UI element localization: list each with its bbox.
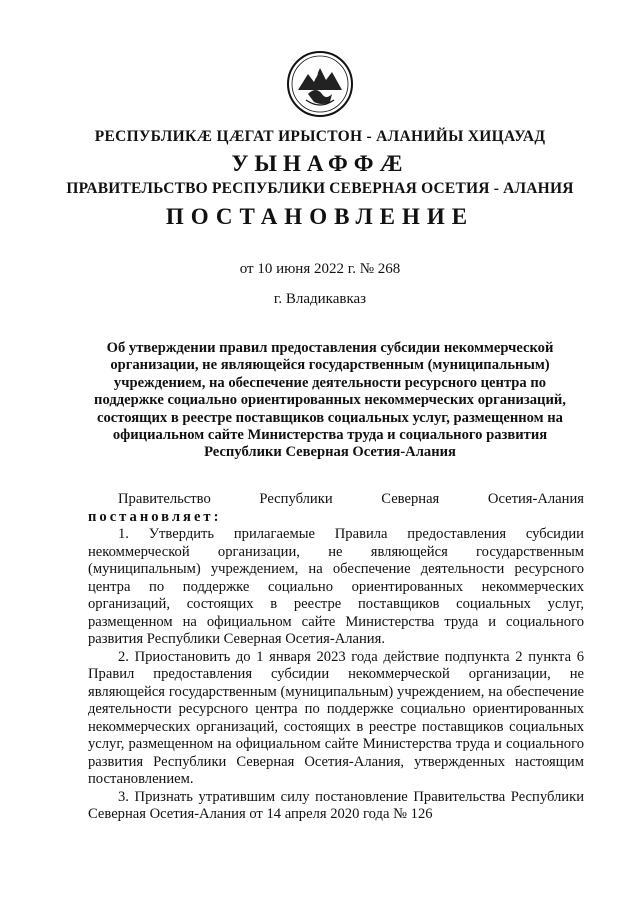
document-body	[88, 491, 584, 824]
header-ossetian-line: РЕСПУБЛИКӔ ЦӔГАТ ИРЫСТОН - АЛАНИЙЫ ХИЦАУАД	[94, 128, 546, 145]
header-russian-doc-type: ПОСТАНОВЛЕНИЕ	[165, 204, 475, 229]
header-ossetian-doc-type: УЫНАФФӔ	[231, 151, 409, 176]
document-place: г. Владикавказ	[273, 291, 367, 307]
body-paragraph-1: 1. Утвердить прилагаемые Правила предоставления субсидии некоммерческой организации, не являющейся государственным (муниципальным) учреждением, на обеспечение деятельности ресурсного центра по поддержке социально ориентированных некоммерческих организаций, состоящих в реестре поставщиков социальных услуг, размещенном на официальном сайте Министерства труда и социального развития Республики Северная Осетия-Алания.	[88, 526, 584, 647]
intro-text: Правительство Республики Северная Осетия-Алания	[118, 491, 584, 507]
body-intro	[88, 491, 584, 526]
coat-of-arms-icon	[286, 50, 354, 118]
body-paragraph-2: 2. Приостановить до 1 января 2023 года действие подпункта 2 пункта 6 Правил предоставления субсидии некоммерческой организации, не являющейся государственным (муниципальным) учреждением, на обеспечение деятельности ресурсного центра по поддержке социально ориентированных некоммерческих организаций, состоящих в реестре поставщиков социальных услуг, размещенном на официальном сайте Министерства труда и социального развития Республики Северная Осетия-Алания, утвержденных настоящим постановлением.	[88, 648, 584, 787]
header-russian-line: ПРАВИТЕЛЬСТВО РЕСПУБЛИКИ СЕВЕРНАЯ ОСЕТИЯ - АЛАНИЯ	[66, 180, 574, 197]
document-title: Об утверждении правил предоставления субсидии некоммерческой организации, не являющейся государственным (муниципальным) учреждением, на обеспечение деятельности ресурсного центра по поддержке социально ориентированных некоммерческих организаций, состоящих в реестре поставщиков социальных услуг, размещенном на официальном сайте Министерства труда и социального развития Республики Северная Осетия-Алания	[94, 340, 566, 461]
body-paragraph-3: 3. Признать утратившим силу постановление Правительства Республики Северная Осетия-Алания от 14 апреля 2020 года № 126	[88, 788, 584, 822]
document-date-number: от 10 июня 2022 г. № 268	[239, 261, 401, 277]
intro-decree-word: постановляет:	[88, 508, 222, 525]
